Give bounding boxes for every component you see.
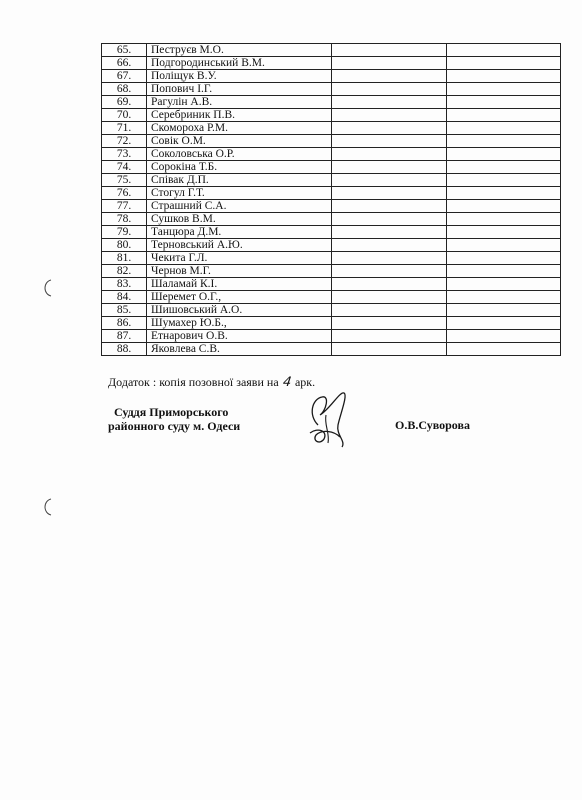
empty-cell (332, 96, 447, 109)
table-row (102, 161, 561, 174)
empty-cell (332, 174, 447, 187)
empty-cell (332, 135, 447, 148)
empty-cell (332, 161, 447, 174)
row-name: Шеремет О.Г., (147, 291, 332, 304)
row-name: Попович І.Г. (147, 83, 332, 96)
empty-cell (332, 265, 447, 278)
empty-cell (447, 109, 561, 122)
empty-cell (447, 291, 561, 304)
row-name: Шумахер Ю.Б., (147, 317, 332, 330)
row-name: Страшний С.А. (147, 200, 332, 213)
table-row (102, 148, 561, 161)
empty-cell (332, 343, 447, 356)
empty-cell (332, 200, 447, 213)
row-number: 72. (102, 135, 147, 148)
table-row (102, 213, 561, 226)
empty-cell (332, 291, 447, 304)
table-row (102, 200, 561, 213)
row-name: Шаламай К.І. (147, 278, 332, 291)
row-number: 80. (102, 239, 147, 252)
row-number: 69. (102, 96, 147, 109)
empty-cell (332, 57, 447, 70)
empty-cell (332, 148, 447, 161)
row-name: Танцюра Д.М. (147, 226, 332, 239)
empty-cell (447, 252, 561, 265)
empty-cell (447, 343, 561, 356)
row-number: 83. (102, 278, 147, 291)
table-row (102, 83, 561, 96)
attachment-text: Додаток : копія позовної заяви на (108, 375, 279, 389)
row-number: 75. (102, 174, 147, 187)
empty-cell (447, 148, 561, 161)
row-number: 76. (102, 187, 147, 200)
row-number: 66. (102, 57, 147, 70)
row-number: 87. (102, 330, 147, 343)
empty-cell (447, 161, 561, 174)
table-row (102, 174, 561, 187)
empty-cell (447, 83, 561, 96)
row-name: Стогул Г.Т. (147, 187, 332, 200)
row-number: 84. (102, 291, 147, 304)
row-number: 70. (102, 109, 147, 122)
table-row (102, 265, 561, 278)
empty-cell (447, 70, 561, 83)
empty-cell (332, 187, 447, 200)
row-number: 71. (102, 122, 147, 135)
table-row (102, 70, 561, 83)
empty-cell (447, 122, 561, 135)
row-name: Пеструєв М.О. (147, 44, 332, 57)
row-name: Скомороха Р.М. (147, 122, 332, 135)
row-name: Яковлева С.В. (147, 343, 332, 356)
empty-cell (447, 57, 561, 70)
empty-cell (447, 200, 561, 213)
empty-cell (332, 330, 447, 343)
row-name: Сорокіна Т.Б. (147, 161, 332, 174)
empty-cell (332, 83, 447, 96)
row-name: Рагулін А.В. (147, 96, 332, 109)
names-table (101, 43, 561, 356)
table-row (102, 187, 561, 200)
table-body (102, 44, 561, 356)
table-row (102, 291, 561, 304)
row-number: 85. (102, 304, 147, 317)
table-row (102, 109, 561, 122)
table-row (102, 330, 561, 343)
empty-cell (332, 44, 447, 57)
empty-cell (332, 226, 447, 239)
empty-cell (332, 70, 447, 83)
row-number: 81. (102, 252, 147, 265)
empty-cell (447, 317, 561, 330)
row-number: 77. (102, 200, 147, 213)
table-row (102, 252, 561, 265)
empty-cell (332, 213, 447, 226)
row-number: 73. (102, 148, 147, 161)
row-number: 88. (102, 343, 147, 356)
judge-title-line2: районного суду м. Одеси (108, 419, 241, 433)
handwritten-signature (300, 385, 360, 455)
row-number: 74. (102, 161, 147, 174)
punch-hole-mark (40, 497, 54, 517)
table-row (102, 135, 561, 148)
empty-cell (332, 122, 447, 135)
empty-cell (332, 252, 447, 265)
empty-cell (332, 317, 447, 330)
table-row (102, 96, 561, 109)
judge-name: О.В.Суворова (395, 418, 470, 432)
empty-cell (447, 265, 561, 278)
table-row (102, 239, 561, 252)
row-name: Подгородинський В.М. (147, 57, 332, 70)
empty-cell (332, 278, 447, 291)
empty-cell (447, 44, 561, 57)
row-name: Поліщук В.У. (147, 70, 332, 83)
attachment-unit: арк. (294, 375, 316, 389)
row-number: 65. (102, 44, 147, 57)
row-number: 79. (102, 226, 147, 239)
attachment-note (108, 375, 315, 390)
empty-cell (447, 278, 561, 291)
judge-title (108, 405, 240, 433)
table-row (102, 226, 561, 239)
row-name: Чекита Г.Л. (147, 252, 332, 265)
empty-cell (332, 109, 447, 122)
empty-cell (447, 226, 561, 239)
empty-cell (332, 239, 447, 252)
empty-cell (447, 239, 561, 252)
row-name: Сушков В.М. (147, 213, 332, 226)
row-number: 68. (102, 83, 147, 96)
row-number: 67. (102, 70, 147, 83)
row-number: 78. (102, 213, 147, 226)
table-row (102, 278, 561, 291)
table-row (102, 122, 561, 135)
empty-cell (447, 96, 561, 109)
attachment-page-count: 4 (281, 375, 292, 390)
empty-cell (447, 174, 561, 187)
table-row (102, 44, 561, 57)
empty-cell (447, 187, 561, 200)
row-name: Шишовський А.О. (147, 304, 332, 317)
empty-cell (332, 304, 447, 317)
row-name: Соколовська О.Р. (147, 148, 332, 161)
table-row (102, 317, 561, 330)
row-name: Етнарович О.В. (147, 330, 332, 343)
row-number: 82. (102, 265, 147, 278)
row-number: 86. (102, 317, 147, 330)
row-name: Совік О.М. (147, 135, 332, 148)
row-name: Чернов М.Г. (147, 265, 332, 278)
empty-cell (447, 213, 561, 226)
empty-cell (447, 304, 561, 317)
punch-hole-mark (40, 278, 54, 298)
table-row (102, 304, 561, 317)
empty-cell (447, 330, 561, 343)
row-name: Співак Д.П. (147, 174, 332, 187)
row-name: Терновський А.Ю. (147, 239, 332, 252)
table-row (102, 343, 561, 356)
table-row (102, 57, 561, 70)
row-name: Серебриник П.В. (147, 109, 332, 122)
judge-title-line1: Суддя Приморського (114, 405, 229, 419)
empty-cell (447, 135, 561, 148)
